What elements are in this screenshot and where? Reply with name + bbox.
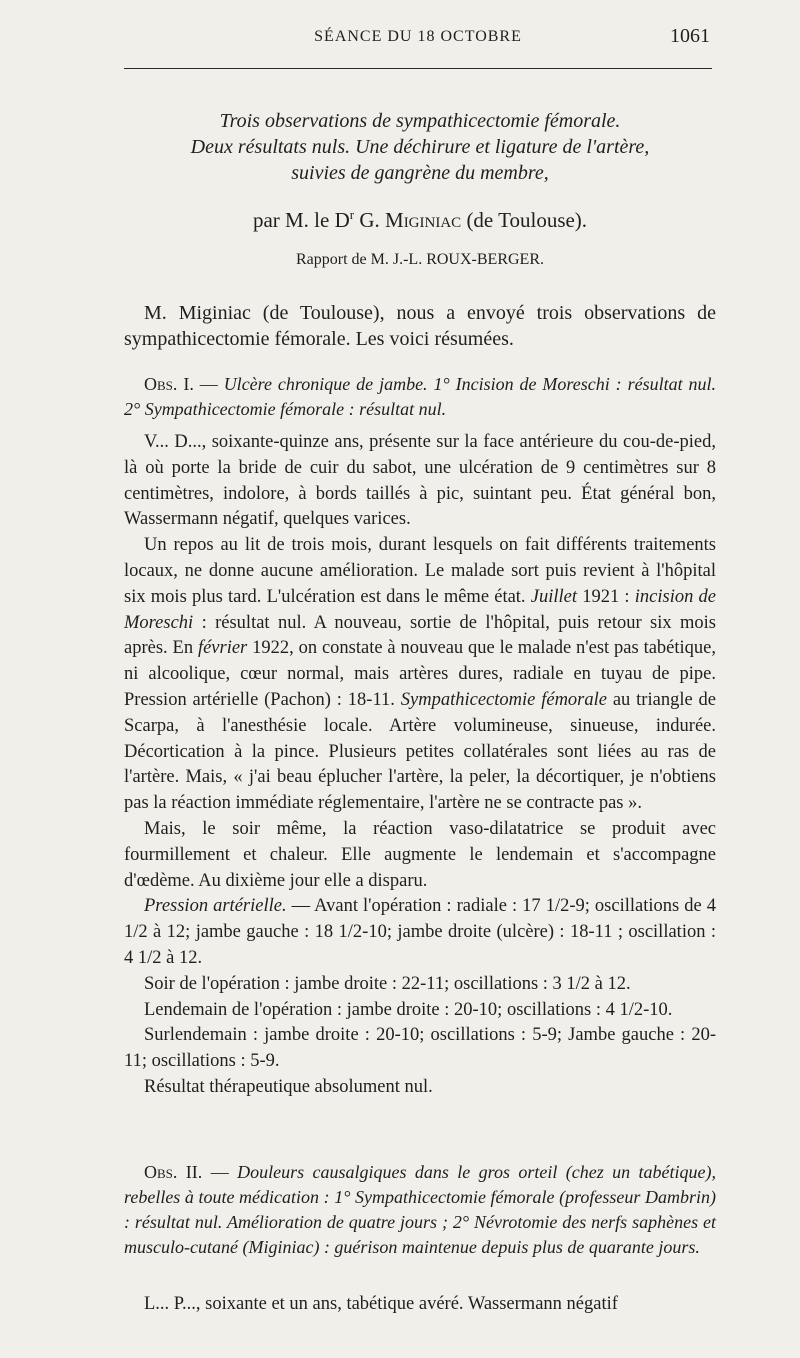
article-title-line-1: Trois observations de sympathicectomie fémorale.	[219, 110, 621, 132]
article-title-line-2: Deux résultats nuls. Une déchirure et ligature de l'artère,	[190, 136, 650, 158]
obs1-label: Obs. I.	[144, 374, 194, 394]
obs1-paragraph-2	[124, 533, 716, 817]
obs1-p2-italic-2: incision de Moreschi	[124, 586, 716, 633]
obs1-paragraph-8: Résultat thérapeutique absolument nul.	[144, 1076, 433, 1097]
obs2-heading	[124, 1160, 716, 1260]
obs1-paragraph-7: Surlendemain : jambe droite : 20-10; oscillations : 5-9; Jambe gauche : 20-11; oscillations : 5-9.	[124, 1025, 716, 1072]
author-name: Miginiac	[385, 208, 462, 232]
obs1-p2-italic-3: février	[197, 638, 248, 659]
obs1-paragraph-1: V... D..., soixante-quinze ans, présente sur la face antérieure du cou-de-pied, là où porte la bride de cuir du sabot, une ulcération de 9 centimètres sur 8 centimètres, indolore, à bords taillés à pic, suintant peu. État général bon, Wassermann négatif, quelques varices.	[124, 432, 716, 530]
obs1-p2-text-e: au triangle de Scarpa, à l'anesthésie locale. Artère volumineuse, sinueuse, indurée. Décortication à la pince. Plusieurs petites collatérales sont liées au ras de l'artère. Mais, « j'ai beau éplucher l'artère, la peler, la décortiquer, je n'obtiens pas la réaction immédiate réglementaire, l'artère ne se contracte pas ».	[124, 689, 716, 814]
obs1-p2-text-b: 1921 :	[577, 586, 635, 607]
obs2-dash: —	[202, 1162, 238, 1182]
article-title-line-3: suivies de gangrène du membre,	[291, 162, 549, 184]
obs1-p4-text: — Avant l'opération : radiale : 17 1/2-9; oscillations de 4 1/2 à 12; jambe gauche : 18 1/2-10; jambe droite (ulcère) : 18-11 ; oscillation : 4 1/2 à 12.	[124, 896, 716, 968]
obs2-title: Douleurs causalgiques dans le gros orteil (chez un tabétique), rebelles à toute médication : 1° Sympathicectomie fémorale (professeur Dambrin) : résultat nul. Amélioration de quatre jours ; 2° Névrotomie des nerfs saphènes et musculo-cutané (Miginiac) : guérison maintenue depuis plus de quarante jours.	[124, 1162, 717, 1257]
author-place: (de Toulouse).	[466, 208, 588, 232]
obs1-paragraph-4	[124, 894, 716, 971]
obs1-title: Ulcère chronique de jambe. 1° Incision de Moreschi : résultat nul. 2° Sympathicectomie fémorale : résultat nul.	[124, 374, 717, 419]
rapport-line: Rapport de M. J.-L. ROUX-BERGER.	[296, 251, 544, 268]
obs1-p4-italic: Pression artérielle.	[144, 896, 287, 917]
author-prefix: par M. le D	[252, 208, 350, 232]
obs1-body	[124, 430, 716, 1101]
author-initial: G.	[359, 208, 380, 232]
obs2-paragraph-1: L... P..., soixante et un ans, tabétique avéré. Wassermann négatif	[144, 1294, 618, 1314]
page-number: 1061	[670, 25, 710, 47]
obs1-dash: —	[193, 374, 224, 394]
obs1-heading	[124, 372, 716, 422]
obs1-paragraph-5: Soir de l'opération : jambe droite : 22-11; oscillations : 3 1/2 à 12.	[144, 973, 631, 994]
obs2-label: Obs. II.	[144, 1162, 203, 1182]
obs1-p2-text-c: : résultat nul. A nouveau, sortie de l'hôpital, puis retour six mois après. En	[124, 612, 716, 659]
obs1-paragraph-6: Lendemain de l'opération : jambe droite : 20-10; oscillations : 4 1/2-10.	[144, 999, 673, 1020]
intro-text: M. Miginiac (de Toulouse), nous a envoyé trois observations de sympathicectomie fémorale. Les voici résumées.	[124, 302, 716, 350]
running-head	[124, 25, 712, 50]
running-head-title: SÉANCE DU 18 OCTOBRE	[314, 28, 522, 45]
obs1-p2-italic-1: Juillet	[530, 586, 577, 607]
author-line	[124, 200, 716, 235]
obs2-body	[124, 1292, 716, 1318]
article-title	[124, 108, 716, 186]
intro-paragraph	[124, 300, 716, 352]
obs1-paragraph-3: Mais, le soir même, la réaction vaso-dilatatrice se produit avec fourmillement et chaleur. Elle augmente le lendemain et s'accompagne d'œdème. Au dixième jour elle a disparu.	[124, 818, 716, 891]
author-title-sup: r	[349, 207, 355, 222]
obs1-p2-text-d: 1922, on constate à nouveau que le malade n'est pas tabétique, ni alcoolique, cœur normal, mais artères dures, radiale en tuyau de pipe. Pression artérielle (Pachon) : 18-11.	[124, 638, 716, 710]
header-rule	[124, 68, 712, 69]
obs1-p2-italic-4: Sympathicectomie fémorale	[400, 689, 607, 710]
obs1-p2-text-a: Un repos au lit de trois mois, durant lesquels on fait différents traitements locaux, ne donne aucune amélioration. Le malade sort puis revient à l'hôpital six mois plus tard. L'ulcération est dans le même état.	[124, 535, 716, 607]
